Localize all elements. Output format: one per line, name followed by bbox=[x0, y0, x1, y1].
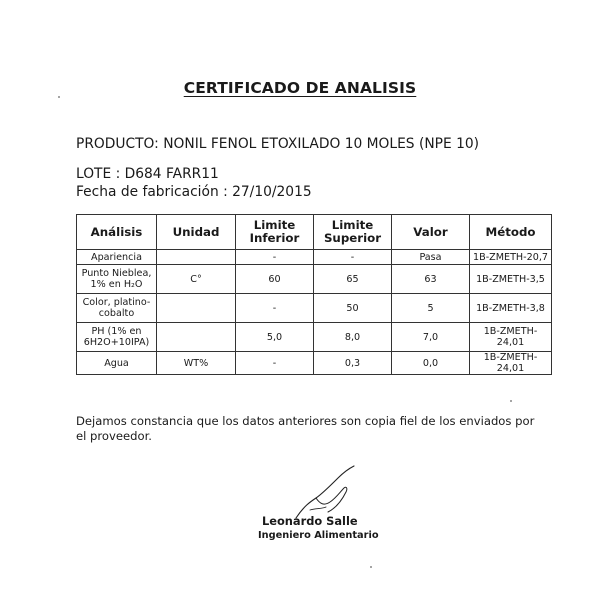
cell-unidad: WT% bbox=[157, 352, 236, 375]
cell-valor: 0,0 bbox=[392, 352, 470, 375]
scan-speck bbox=[58, 96, 60, 98]
cell-superior: 0,3 bbox=[314, 352, 392, 375]
cell-valor: 63 bbox=[392, 265, 470, 294]
header-limite-superior: Limite Superior bbox=[314, 215, 392, 250]
cell-analisis: PH (1% en 6H2O+10IPA) bbox=[77, 323, 157, 352]
cell-valor: Pasa bbox=[392, 250, 470, 265]
cell-analisis: Agua bbox=[77, 352, 157, 375]
table-row bbox=[77, 265, 552, 294]
statement-text: Dejamos constancia que los datos anteriores son copia fiel de los enviados por el proveedor. bbox=[76, 414, 535, 443]
cell-unidad bbox=[157, 323, 236, 352]
cell-inferior: - bbox=[236, 352, 314, 375]
table-row bbox=[77, 294, 552, 323]
cell-superior: 65 bbox=[314, 265, 392, 294]
cell-analisis: Punto Niebleа, 1% en H₂O bbox=[77, 265, 157, 294]
document-title: CERTIFICADO DE ANALISIS bbox=[183, 79, 417, 97]
header-analisis: Análisis bbox=[77, 215, 157, 250]
cell-superior: - bbox=[314, 250, 392, 265]
cell-superior: 50 bbox=[314, 294, 392, 323]
signer-name: Leonardo Salle bbox=[262, 514, 358, 528]
handwritten-signature bbox=[290, 462, 370, 522]
cell-metodo: 1B-ZMETH-24,01 bbox=[470, 323, 552, 352]
table-row bbox=[77, 352, 552, 375]
cell-valor: 7,0 bbox=[392, 323, 470, 352]
cell-valor: 5 bbox=[392, 294, 470, 323]
cell-inferior: 5,0 bbox=[236, 323, 314, 352]
cell-metodo: 1B-ZMETH-3,5 bbox=[470, 265, 552, 294]
cell-analisis: Color, platino-cobalto bbox=[77, 294, 157, 323]
cell-inferior: - bbox=[236, 250, 314, 265]
table-row bbox=[77, 250, 552, 265]
cell-inferior: 60 bbox=[236, 265, 314, 294]
cell-superior: 8,0 bbox=[314, 323, 392, 352]
header-metodo: Método bbox=[470, 215, 552, 250]
cell-metodo: 1B-ZMETH-24,01 bbox=[470, 352, 552, 375]
scan-speck bbox=[510, 400, 512, 402]
lot-line: LOTE : D684 FARR11 bbox=[76, 166, 219, 182]
cell-metodo: 1B-ZMETH-3,8 bbox=[470, 294, 552, 323]
table-row bbox=[77, 323, 552, 352]
scan-speck bbox=[370, 566, 372, 568]
cell-metodo: 1B-ZMETH-20,7 bbox=[470, 250, 552, 265]
header-limite-inferior: Limite Inferior bbox=[236, 215, 314, 250]
header-valor: Valor bbox=[392, 215, 470, 250]
table-header-row bbox=[77, 215, 552, 250]
cell-unidad: C° bbox=[157, 265, 236, 294]
cell-analisis: Apariencia bbox=[77, 250, 157, 265]
manufacture-date-line: Fecha de fabricación : 27/10/2015 bbox=[76, 184, 312, 200]
signer-role: Ingeniero Alimentario bbox=[258, 530, 379, 541]
analysis-table bbox=[76, 214, 552, 375]
cell-inferior: - bbox=[236, 294, 314, 323]
document-title-container bbox=[0, 78, 600, 97]
cell-unidad bbox=[157, 294, 236, 323]
product-line: PRODUCTO: NONIL FENOL ETOXILADO 10 MOLES (NPE 10) bbox=[76, 136, 480, 152]
cell-unidad bbox=[157, 250, 236, 265]
header-unidad: Unidad bbox=[157, 215, 236, 250]
